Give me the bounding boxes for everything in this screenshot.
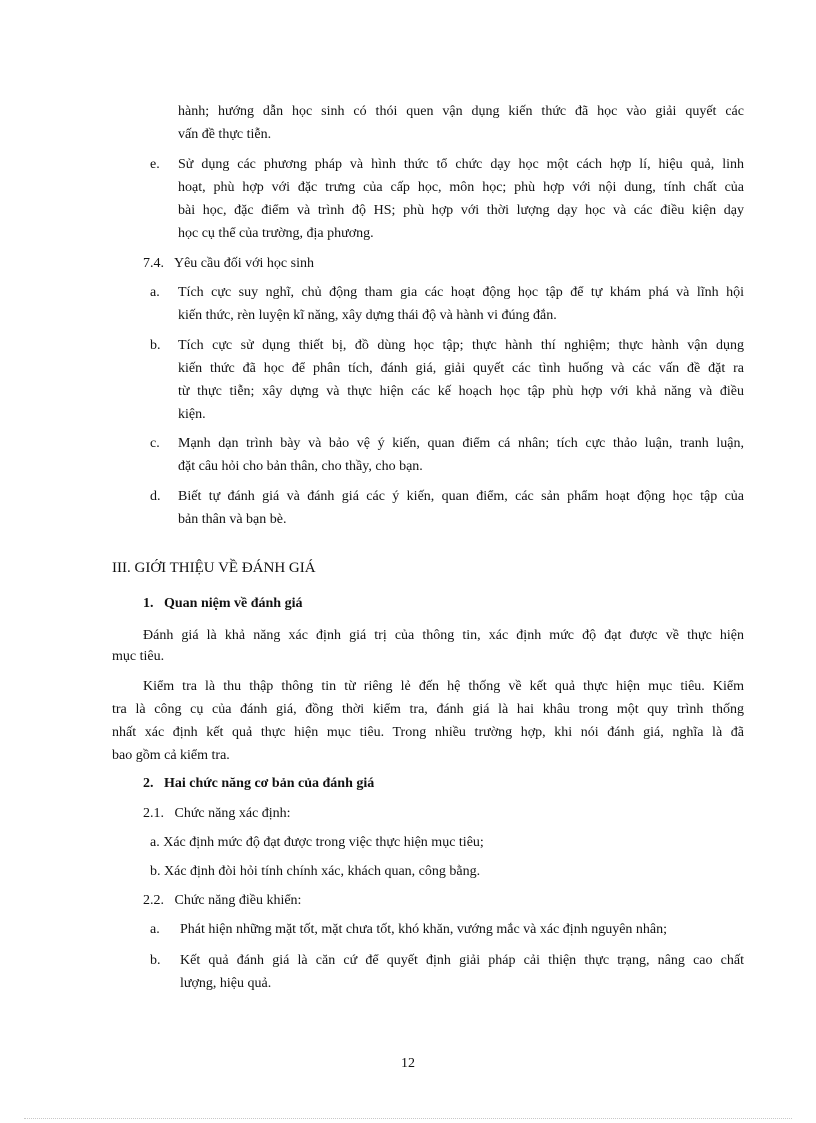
item-7-4-c-line-1: Mạnh dạn trình bày và bảo vệ ý kiến, quan điểm cá nhân; tích cực thảo luận, tranh luận, bbox=[178, 436, 744, 451]
sub1-para2-line-1: Kiểm tra là thu thập thông tin từ riêng lẻ đến hệ thống về kết quả thực hiện mục tiêu. Kiểm bbox=[143, 679, 744, 694]
sub1-para2-line-4: bao gồm cả kiểm tra. bbox=[112, 748, 230, 763]
sub2-2-item-a-label: a. bbox=[150, 922, 160, 937]
sub1-para2-line-2: tra là công cụ của đánh giá, đồng thời kiểm tra, đánh giá là hai khâu trong một quy trình thống bbox=[112, 702, 744, 717]
item-7-4-d-label: d. bbox=[150, 489, 161, 504]
item-7-4-c-line-2: đặt câu hỏi cho bản thân, cho thầy, cho bạn. bbox=[178, 459, 423, 474]
item-d-line-1: hành; hướng dẫn học sinh có thói quen vận dụng kiến thức đã học vào giải quyết các bbox=[178, 104, 744, 119]
item-7-4-a-line-2: kiến thức, rèn luyện kĩ năng, xây dựng thái độ và hành vi đúng đắn. bbox=[178, 308, 557, 323]
item-7-4-b-line-1: Tích cực sử dụng thiết bị, đồ dùng học tập; thực hành thí nghiệm; thực hành vận dụng bbox=[178, 338, 744, 353]
item-7-4-c-label: c. bbox=[150, 436, 160, 451]
item-7-4-b-label: b. bbox=[150, 338, 161, 353]
item-7-4-b-line-2: kiến thức đã học để phân tích, đánh giá, giải quyết các tình huống và các vấn đề đặt ra bbox=[178, 361, 744, 376]
item-e-line-4: học cụ thể của trường, địa phương. bbox=[178, 226, 374, 241]
item-7-4-a-label: a. bbox=[150, 285, 160, 300]
item-7-4-d-line-1: Biết tự đánh giá và đánh giá các ý kiến, quan điểm, các sản phẩm hoạt động học tập của bbox=[178, 489, 744, 504]
item-e-label: e. bbox=[150, 157, 160, 172]
section-III-heading: III. GIỚI THIỆU VỀ ĐÁNH GIÁ bbox=[112, 560, 316, 576]
sub1-para2-line-3: nhất xác định kết quả thực hiện mục tiêu. Trong nhiều trường hợp, khi nói đánh giá, nghĩa là đã bbox=[112, 725, 744, 740]
sub2-1-heading: 2.1. Chức năng xác định: bbox=[143, 806, 291, 821]
sub1-heading: 1. Quan niệm về đánh giá bbox=[143, 596, 303, 611]
item-e-line-2: hoạt, phù hợp với đặc trưng của cấp học, môn học; phù hợp với nội dung, tính chất của bbox=[178, 180, 744, 195]
item-d-line-2: vấn đề thực tiễn. bbox=[178, 127, 272, 142]
sub2-2-item-b-line-1: Kết quả đánh giá là căn cứ để quyết định giải pháp cải thiện thực trạng, nâng cao chất bbox=[180, 953, 744, 968]
page-number: 12 bbox=[401, 1056, 415, 1071]
item-e-line-1: Sử dụng các phương pháp và hình thức tổ chức dạy học một cách hợp lí, hiệu quả, linh bbox=[178, 157, 744, 172]
sub1-para1-line-1: Đánh giá là khả năng xác định giá trị của thông tin, xác định mức độ đạt được về thực hiện bbox=[143, 628, 744, 643]
sub2-2-heading: 2.2. Chức năng điều khiển: bbox=[143, 893, 302, 908]
item-7-4-d-line-2: bản thân và bạn bè. bbox=[178, 512, 287, 527]
section-7-4-heading: 7.4. Yêu cầu đối với học sinh bbox=[143, 256, 314, 271]
sub2-2-item-b-line-2: lượng, hiệu quả. bbox=[180, 976, 272, 991]
item-7-4-b-line-3: từ thực tiễn; xây dựng và thực hiện các kế hoạch học tập phù hợp với khả năng và điều bbox=[178, 384, 744, 399]
sub2-heading: 2. Hai chức năng cơ bản của đánh giá bbox=[143, 776, 375, 791]
sub2-1-item-b: b. Xác định đòi hỏi tính chính xác, khách quan, công bằng. bbox=[150, 864, 481, 879]
sub1-para1-line-2: mục tiêu. bbox=[112, 649, 165, 664]
sub2-1-item-a: a. Xác định mức độ đạt được trong việc thực hiện mục tiêu; bbox=[150, 835, 484, 850]
item-7-4-b-line-4: kiện. bbox=[178, 407, 206, 422]
sub2-2-item-b-label: b. bbox=[150, 953, 161, 968]
sub2-2-item-a-text: Phát hiện những mặt tốt, mặt chưa tốt, khó khăn, vướng mắc và xác định nguyên nhân; bbox=[180, 922, 668, 937]
item-7-4-a-line-1: Tích cực suy nghĩ, chủ động tham gia các hoạt động học tập để tự khám phá và lĩnh hội bbox=[178, 285, 744, 300]
item-e-line-3: bài học, đặc điểm và trình độ HS; phù hợp với thời lượng dạy học và các điều kiện dạy bbox=[178, 203, 744, 218]
page-bottom-divider bbox=[24, 1118, 792, 1119]
